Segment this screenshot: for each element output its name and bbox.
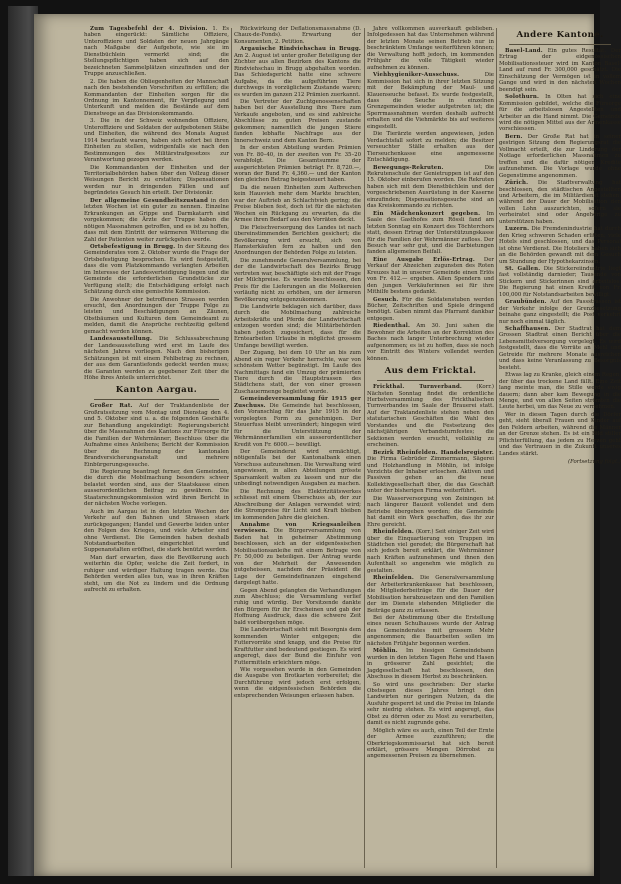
- newspaper-page: [34, 14, 621, 876]
- article-heading: Argauische Rindviehschau in Brugg.: [240, 46, 361, 53]
- section-title: Aus dem Fricktal.: [384, 366, 477, 377]
- article-text: Die Wasserversorgung von Zeiningen ist nach längerer Bauzeit vollendet und dem Betriebe übergeben worden; die Gemeinde hat damit ein Werk geschaffen, das ihr zur Ehre gereicht.: [367, 495, 494, 528]
- article-text: Die Rechnung des Elektrizitätswerkes schliesst mit einem Überschuss ab, der zur Abschreibung der Anlagen verwendet wird; die Strompreise für Licht und Kraft bleiben im kommenden Jahre die gleichen.: [234, 488, 361, 521]
- article-heading: Der allgemeine Gesundheitszustand: [90, 197, 209, 204]
- article-paragraph: [367, 682, 494, 727]
- article-paragraph: [234, 185, 361, 224]
- section-rule: [94, 399, 219, 400]
- article-text: Am 2. August ist unter großer Beteiligung der Züchter aus allen Bezirken des Kantons die Rindviehschau in Brugg abgehalten worden. Das Schiedsgericht hatte eine schwere Aufgabe, da die aufgeführten Tiere durchwegs in vorzüglichem Zustande waren; es wurden im ganzen 212 Prämien zuerkannt.: [234, 52, 361, 98]
- article-text: Die Anwohner der betroffenen Strassen werden ersucht, den Anordnungen der Truppe Folge zu leisten und Beschädigungen an Zäunen, Obstbäumen und Kulturen dem Gemeindeamt zu melden, damit die Ansprüche rechtzeitig geltend gemacht werden können.: [84, 296, 229, 335]
- article-paragraph: [234, 522, 361, 587]
- article-paragraph: [84, 469, 229, 508]
- article-paragraph: [84, 244, 229, 296]
- article-text: Im hiesigen Gemeindebann wurden in den letzten Tagen Rehe und Hasen in grösserer Zahl gesichtet; die Jagdgesellschaft hat beschlossen, den Abschuss in diesem Herbst zu beschränken.: [367, 648, 494, 681]
- article-paragraph: [84, 165, 229, 197]
- article-heading: Annahme von Kriegsanleihen verwiesen.: [234, 521, 361, 535]
- article-heading: Luzern.: [505, 226, 530, 233]
- article-text: Auf der Traktandenliste der Großratssitzung vom Montag und Dienstag den 4. und 5. Oktober sind u. a. die folgenden Geschäfte zur Behandlung angekündigt: Regierungsbericht über die Massnahmen des Kantons zur Fürsorge für die Familien der Wehrmänner; Beschluss über die Aufnahme eines Anleihens; Bericht der Kommission über die Rechnung der kantonalen Brandversicherungsanstalt und mehrere Einbürgerungsgesuche.: [84, 403, 229, 468]
- article-heading: St. Gallen.: [505, 265, 541, 272]
- article-text: Die Landwirte beklagen sich darüber, dass durch die Mobilmachung zahlreiche Arbeitskräfte und Pferde der Landwirtschaft entzogen worden sind; die Militärbehörden haben jedoch zugesichert, dass für die Erntearbeiten Urlaube in möglichst grossem Umfange bewilligt werden.: [234, 304, 361, 349]
- article-paragraph: [234, 627, 361, 666]
- article-paragraph: [84, 198, 229, 243]
- article-paragraph: [84, 555, 229, 594]
- article-paragraph: [234, 26, 361, 45]
- article-text: Auch im Aargau ist in den letzten Wochen der Verkehr auf den Bahnen und Strassen stark zurückgegangen; Handel und Gewerbe leiden unter den Folgen des Krieges, und viele Arbeiter sind ohne Verdienst. Die Gemeinden haben deshalb Notstandsarbeiten eingerichtet und Suppenanstalten eröffnet, die stark benützt werden.: [84, 508, 229, 554]
- article-text: in den letzten Wochen ist ein guter zu nennen. Einzelne Erkrankungen an Grippe und Darmkatarrh sind vorgekommen; die Ärzte der Truppe haben die nötigen Massnahmen getroffen, und es ist zu hoffen, dass mit dem Eintritt der wärmeren Witterung die Zahl der Patienten weiter zurückgehen werde.: [84, 197, 229, 243]
- article-heading: Gemeindeversammlung für 1915 ger Zuschuss.: [234, 396, 361, 409]
- article-paragraph: [367, 728, 494, 760]
- article-paragraph: [367, 384, 494, 449]
- article-heading: Zürich.: [505, 180, 529, 187]
- article-paragraph: [499, 326, 621, 371]
- article-paragraph: [499, 266, 621, 298]
- article-text: So wird uns geschrieben: Der starke Obstsegen dieses Jahres bringt den Landwirten nur geringen Nutzen, da die Ausfuhr gesperrt ist und die Preise im Inlande sehr niedrig stehen. Es wird angeregt, das Obst zu dörren oder zu Most zu verarbeiten, damit es nicht zugrunde gehe.: [367, 681, 494, 727]
- article-paragraph: [367, 297, 494, 323]
- article-text: Die Gemeinde hat beschlossen, den Voranschlag für das Jahr 1915 in der vorgelegten Form zu genehmigen. Der Steuerfuss bleibt unverändert; hingegen wird für die Unterstützung der Wehrmännerfamilien ein ausserordentlicher Kredit von Fr. 6000.— bewilligt.: [234, 402, 361, 448]
- article-text: 2. Die haben die Obliegenheiten der Mannschaft nach den bestehenden Vorschriften zu erfüllen; die Kommandanten der Einheiten sorgen für die Ordnung im Kantonnement, für Verpflegung und Unterkunft und melden die Bestände auf dem Dienstwege an das Divisionskommando.: [84, 78, 229, 117]
- article-text: Die Generalversammlung der Arbeiterkrankenkasse hat beschlossen, die Mitgliederbeiträge für die Dauer der Mobilisation herabzusetzen und den Familien der im Dienste stehenden Mitglieder die Beiträge ganz zu erlassen.: [367, 575, 494, 614]
- article-heading: Ortsbefestigung in Brugg.: [90, 243, 176, 250]
- article-heading: Schaffhausen.: [505, 326, 551, 333]
- article-text: Die Landwirtschaft sieht mit Besorgnis dem kommenden Winter entgegen; die Futtervorräte sind knapp, und die Preise für Kraftfutter sind bedeutend gestiegen. Es wird angeregt, dass der Bund die Einfuhr von Futtermitteln erleichtern möge.: [234, 627, 361, 666]
- article-paragraph: [499, 412, 621, 457]
- article-heading: Ein Mädchenkonzert gegeben.: [373, 210, 481, 217]
- article-text: (Korr.) Nächsten Sonntag findet die ordentliche Herbstversammlung des Frickthalischen Turnverbandes im Saale der Brauerei statt. Auf der Traktandenliste stehen neben den statutarischen Geschäften die Wahl des Vorstandes und die Festsetzung des nächstjährigen Verbandsturnfestes; die Sektionen werden ersucht, vollzählig zu erscheinen.: [367, 384, 494, 449]
- article-heading: Graubünden.: [505, 299, 547, 306]
- article-heading: Gesuch.: [373, 296, 399, 303]
- article-heading: Frickthal. Turnverband.: [373, 384, 463, 391]
- article-heading: Viehhygieniker-Ausschuss.: [373, 72, 460, 79]
- article-heading: Eine Ausgabe Erlös-Ertrag.: [373, 256, 475, 263]
- article-text: Die Stadtverwaltung hat beschlossen, den städtischen Angestellten und Arbeitern, die im Militärdienst stehen, während der Dauer der Mobilisation den vollen Lohn auszurichten, sofern sie verheiratet sind oder Angehörige zu unterstützen haben.: [499, 180, 621, 225]
- article-paragraph: [84, 297, 229, 336]
- article-paragraph: [367, 575, 494, 614]
- article-paragraph: [499, 48, 621, 93]
- text-column-2: [234, 26, 361, 872]
- article-text: Bei der Abstimmung über die Erstellung eines neuen Schulhauses wurde der Antrag des Gemeinderates mit grossem Mehr angenommen; die Bauarbeiten sollen im nächsten Frühjahr begonnen werden.: [367, 614, 494, 647]
- article-heading: Solothurn.: [505, 94, 540, 101]
- article-paragraph: [367, 72, 494, 130]
- article-paragraph: [499, 226, 621, 265]
- article-text: Die Regierung beantragt ferner, den Gemeinden, die durch die Mobilmachung besonders schwer belastet worden sind, aus der Staatskasse einen ausserordentlichen Beitrag zu gewähren. Die Staatsrechnungskommission wird ihren Bericht in der nächsten Woche vorlegen.: [84, 469, 229, 508]
- article-text: Rückwirkung der Deflationsmassnahme (D. Chaux-de-Fonds). Erwartung der Konsumenten, 2. Petition.: [234, 26, 361, 45]
- article-text: Die Vertreter der Zuchtgenossenschaften haben bei der Ausstellung ihre Tiere zum Verkaufe angeboten, und es sind zahlreiche Abschlüsse zu guten Preisen zustande gekommen; namentlich die jungen Stiere fanden lebhafte Nachfrage aus der Innerschweiz und dem Kanton Bern.: [234, 98, 361, 144]
- article-heading: Landesausstellung.: [90, 336, 153, 343]
- article-paragraph: [499, 180, 621, 225]
- text-column-4: [499, 26, 621, 872]
- article-text: Die Fleischversorgung des Landes ist nach übereinstimmenden Berichten gesichert; die Bevölkerung wird ersucht, sich von Hamsterkäufen fern zu halten und den Anordnungen der Behörden Folge zu leisten.: [234, 224, 361, 257]
- article-heading: Zum Tagesbefehl der 4. Division.: [90, 26, 208, 32]
- article-text: Auf den Passstrassen ist der Verkehr infolge der Grenzbesetzung beinahe ganz eingestellt; die Post verkehrt nur noch einmal täglich.: [499, 299, 621, 325]
- text-column-3: [367, 26, 494, 872]
- article-heading: Rheinfelden.: [373, 529, 414, 536]
- article-text: Ein gutes Resultat. Der Ertrag der eidgenössischen Mobilisationssteuer wird im Kanton Basel-Land auf rund Fr. 300,000 geschätzt. Die Einschätzung der Vermögen ist in vollem Gange und wird in den nächsten Wochen beendigt sein.: [499, 48, 621, 93]
- article-text: Der Gemeinderat wird ermächtigt, nötigenfalls bei der Kantonalbank einen Vorschuss aufzunehmen. Die Verwaltung wird angewiesen, in allen Abteilungen grösste Sparsamkeit walten zu lassen und nur die unbedingt notwendigen Ausgaben zu machen.: [234, 449, 361, 488]
- article-paragraph: [234, 304, 361, 349]
- article-text: In Olten hat sich eine Kommission gebildet, welche die Fürsorge für die arbeitslosen Angestellten und Arbeiter an die Hand nimmt. Die Gemeinde wird die nötigen Mittel aus der Armenkasse vorschiessen.: [499, 94, 621, 133]
- continuation-note: (Fortsetzung folgt.): [567, 459, 621, 466]
- article-text: Der Verkauf der Abzeichen zugunsten des Roten Kreuzes hat in unserer Gemeinde einen Erlös von Fr. 412.— ergeben. Allen Spendern und den jungen Verkäuferinnen sei für ihre Mithilfe bestens gedankt.: [367, 256, 494, 296]
- article-text: Die Stickereiindustrie liegt fast vollständig darnieder; Tausende von Stickern und Stickerinnen sind arbeitslos. Die Regierung hat einen Kredit von Fr. 100,000 für Notstandsarbeiten bewilligt.: [499, 265, 621, 298]
- article-text: (Korr.) Seit einiger Zeit wird über die Einquartierung von Truppen im Städtchen viel geredet; die Bürgerschaft hat sich jedoch bereit erklärt, die Wehrmänner nach Kräften aufzunehmen und ihnen den Aufenthalt so angenehm wie möglich zu gestalten.: [367, 529, 494, 574]
- article-paragraph: [84, 336, 229, 381]
- column-divider: [364, 28, 365, 868]
- article-paragraph: [367, 648, 494, 680]
- article-paragraph: [499, 94, 621, 133]
- article-text: Der Zugang, bei dem 10 Uhr an bis zum Abend ein reger Verkehr herrschte, war von schönstem Wetter begünstigt. Im Laufe des Nachmittags fand ein Umzug der prämierten Tiere durch die Hauptstrassen des Städtchens statt, der von einer grossen Zuschauermenge begleitet wurde.: [234, 350, 361, 395]
- article-heading: Bewegungs-Rekruten.: [373, 164, 444, 171]
- section-rule: [509, 44, 611, 45]
- article-paragraph: [234, 145, 361, 184]
- article-heading: Großer Rat.: [90, 403, 133, 410]
- article-text: Die Tierärzte werden angewiesen, jeden Verdachtsfall sofort zu melden; die Besitzer verseuchter Ställe erhalten aus der Tierseuchenkasse eine angemessene Entschädigung.: [367, 131, 494, 164]
- article-text: Die Firma Gebrüder Zimmermann, Sägerei und Holzhandlung in Möhlin, ist infolge Verzichts der Inhaber erloschen. Aktiven und Passiven gehen an die neue Kollektivgesellschaft über, die das Geschäft unter der bisherigen Firma weiterführt.: [367, 456, 494, 495]
- article-paragraph: [84, 26, 229, 78]
- article-text: Gegen Abend gelangten die Verhandlungen zum Abschluss; die Versammlung verlief ruhig und würdig. Der Vorsitzende dankte den Bürgern für ihr Erscheinen und gab der Hoffnung Ausdruck, dass die schwere Zeit bald vorübergehen möge.: [234, 587, 361, 626]
- article-paragraph: [367, 323, 494, 362]
- article-paragraph: [234, 396, 361, 448]
- column-divider: [496, 28, 497, 868]
- article-paragraph: [234, 449, 361, 488]
- article-heading: Rheinfelden.: [373, 575, 414, 582]
- article-text: Die Fremdenindustrie hat durch den Krieg schweren Schaden erlitten; viele Hotels sind geschlossen, und das Personal ist ohne Verdienst. Die Hoteliers haben sich an die Behörden gewandt mit dem Gesuch um Stundung der Hypothekarzinsen.: [499, 226, 621, 265]
- article-text: In der Sitzung des Gemeinderates vom 2. Oktober wurde die Frage der Ortsbefestigung besprochen. Es wird festgestellt, dass die vom Platzkommando verlangten Arbeiten im Interesse der Landesverteidigung liegen und die Gemeinde die erforderlichen Grundstücke zur Verfügung stellt; die Entschädigung erfolgt nach Schätzung durch eine gemischte Kommission.: [84, 243, 230, 296]
- article-text: Die Schlussabrechnung der Landesausstellung wird erst im Laufe des nächsten Jahres vorliegen. Nach den bisherigen Schätzungen ist mit einem Fehlbetrag zu rechnen, der aus dem Garantiefonds gedeckt werden muss; die Garanten werden zu gegebener Zeit über die Höhe ihres Anteils unterrichtet.: [84, 336, 229, 382]
- article-paragraph: [367, 615, 494, 647]
- article-paragraph: [234, 46, 361, 98]
- section-title: Andere Kantone.: [516, 30, 604, 40]
- article-text: Für die Soldatenstuben werden Bücher, Zeitschriften und Spiele dringend benötigt. Gaben nimmt das Pfarramt dankbar entgegen.: [367, 296, 494, 322]
- article-text: Jahre vollkommen ausverkauft geblieben. Infolgedessen hat das Unternehmen während der letzten Monate seinen Betrieb nur in beschränktem Umfange weiterführen können; die Verwaltung hofft jedoch, im kommenden Frühjahr die volle Tätigkeit wieder aufnehmen zu können.: [367, 26, 494, 71]
- article-text: Am 30. Juni sahen die Bewohner die Arbeiten an der Korrektion des Baches nach langer Unterbrechung wieder aufgenommen; es ist zu hoffen, dass sie noch vor Eintritt des Winters vollendet werden können.: [367, 323, 494, 362]
- article-paragraph: [367, 131, 494, 163]
- section-title: Kanton Aargau.: [115, 385, 198, 396]
- article-text: Die Rekrutenschule der Genietruppen ist auf den 15. Oktober einberufen worden. Die Rekruten haben sich mit dem Dienstbüchlein und der vorgeschriebenen Ausrüstung in der Kaserne einzufinden; Dispensationsgesuche sind an das Kreiskommando zu richten.: [367, 164, 494, 210]
- column-divider: [231, 28, 232, 868]
- article-paragraph: [234, 225, 361, 257]
- article-text: 3. Die in der Schweiz wohnenden Offiziere, Unteroffiziere und Soldaten der aufgebotenen Stäbe und Einheiten, die während des Monats August 1914 beurlaubt waren, haben sich sofort bei ihren Einheiten zu stellen, widrigenfalls sie nach den Bestimmungen des Militärstrafgesetzes zur Verantwortung gezogen werden.: [84, 118, 229, 164]
- article-text: Im Saale des Gasthofes zum Rössli fand am letzten Sonntag ein Konzert des Töchterchors statt, dessen Ertrag der Unterstützungskasse für die Familien der Wehrmänner zufloss. Der Besuch war sehr gut, und die Darbietungen fanden allgemeinen Beifall.: [367, 210, 494, 256]
- article-paragraph: [234, 258, 361, 303]
- article-text: Man darf erwarten, dass die Bevölkerung auch weiterhin die Opfer, welche die Zeit fordert, in ruhiger und würdiger Haltung tragen werde. Die Behörden werden alles tun, was in ihren Kräften steht, um die Not zu lindern und die Ordnung aufrecht zu erhalten.: [84, 554, 229, 594]
- article-text: Die Kommission hat sich in ihrer letzten Sitzung mit der Bekämpfung der Maul- und Klauenseuche befasst. Es wurde festgestellt, dass die Seuche in einzelnen Grenzgemeinden wieder aufgetreten ist; die Sperrmassnahmen werden deshalb aufrecht erhalten und die Viehmärkte bis auf weiteres eingestellt.: [367, 72, 494, 130]
- article-text: Wie vorgesehen wurde in den Gemeinden die Ausgabe von Brotkarten vorbereitet; die Durchführung wird jedoch erst erfolgen, wenn die eidgenössischen Behörden die entsprechenden Weisungen erlassen haben.: [234, 666, 361, 699]
- article-paragraph: [234, 667, 361, 699]
- article-text: Die zunehmende Generalversammlung, bei der die Landwirtschaft des Bezirks Brugg vertreten war, beschäftigte sich mit der Frage der Milchpreise. Es wurde beschlossen, den Preis für die Lieferungen an die Molkereien vorläufig nicht zu erhöhen, um der ärmeren Bevölkerung entgegenzukommen.: [234, 257, 361, 303]
- article-paragraph: [84, 509, 229, 554]
- article-heading: Möhlin.: [373, 648, 398, 655]
- article-text: Wer in diesen Tagen durch die Dörfer geht, sieht überall Frauen und Kinder auf den Feldern arbeiten, während die Männer an der Grenze stehen. Es ist ein Bild stiller Pflichterfüllung, das jedem zu Herzen geht und das Vertrauen in die Zukunft unseres Landes stärkt.: [499, 411, 621, 457]
- article-paragraph: [234, 350, 361, 395]
- article-paragraph: [367, 165, 494, 210]
- section-rule: [377, 380, 484, 381]
- article-text: In der ersten Abteilung wurden Prämien von Fr. 80–40, in der zweiten von Fr. 35–20 verabfolgt. Die Gesamtsumme der ausgerichteten Prämien beträgt Fr. 8,720.—, woran der Bund Fr. 4,360.— und der Kanton den gleichen Betrag beigesteuert haben.: [234, 145, 361, 184]
- article-paragraph: [367, 529, 494, 574]
- article-paragraph: [367, 211, 494, 256]
- article-paragraph: [234, 588, 361, 627]
- article-paragraph: [499, 134, 621, 179]
- article-paragraph: [367, 496, 494, 528]
- article-text: Die Kommandanten der Einheiten und der Territorialbehörden haben über den Vollzug dieser Weisungen Bericht zu erstatten; Dispensationen werden nur in dringenden Fällen und auf begründetes Gesuch hin erteilt. Der Divisionär.: [84, 164, 229, 197]
- article-text: Möglich wäre es auch, einen Teil der Ernte der Armee zuzuführen; die Oberkriegskommissariat hat sich bereit erklärt, grössere Mengen Dörrobst zu angemessenen Preisen zu übernehmen.: [367, 727, 494, 760]
- article-paragraph: [84, 118, 229, 163]
- article-paragraph: [499, 372, 621, 411]
- text-column-1: [84, 26, 229, 872]
- article-heading: Bern.: [505, 133, 523, 140]
- article-heading: Basel-Land.: [505, 48, 543, 54]
- article-paragraph: [367, 450, 494, 495]
- article-paragraph: [367, 257, 494, 296]
- article-heading: Riedenthal.: [373, 323, 411, 330]
- article-text: Etwas lag zu Kranke, gleich einem Regen, der über das trockene Land fällt. Eine Zeit lang meinte man, die Stille werde ewig dauern; dann aber kam Bewegung in die Menge, und von allen Seiten strömten die Leute herbei, um das Neue zu vernehmen.: [499, 372, 621, 411]
- article-paragraph: [84, 79, 229, 118]
- article-heading: Bezirk Rheinfelden. Handelsregister.: [373, 449, 494, 456]
- article-text: Die Bürgerversammlung von Baden hat in geheimer Abstimmung beschlossen, sich an der eidgenössischen Mobilisationsanleihe mit einem Betrage von Fr. 50,000 zu beteiligen. Der Antrag wurde von der Mehrheit der Anwesenden gutgeheissen, nachdem der Präsident die Lage der Gemeindefinanzen eingehend dargelegt hatte.: [234, 528, 361, 587]
- article-paragraph: [367, 26, 494, 71]
- article-text: Da die neuen Einheiten zum Aufbrechen kein Hausvieh mehr dem Markte brachten, war der Auftrieb an Schlachtvieh gering; die Preise blieben fest, doch ist für die nächsten Wochen ein Rückgang zu erwarten, da die Armee ihren Bedarf aus den Vorräten deckt.: [234, 184, 361, 224]
- article-text: Der Stadtrat hat dem Grossen Stadtrat einen Bericht über die Lebensmittelversorgung vorgelegt. Es wird festgestellt, dass die Vorräte an Mehl und Getreide für mehrere Monate ausreichen und dass keine Veranlassung zu Besorgnis besteht.: [499, 326, 621, 371]
- article-text: 1. Es haben eingerückt: Sämtliche Offiziere, Unteroffiziere und Soldaten der neuen Jahrgänge nach Maßgabe der Aufgebote, wie sie im Dienstbüchlein vermerkt sind; die Stellungspflichtigen haben sich auf den bezeichneten Sammelplätzen einzufinden und der Truppe anzuschließen.: [84, 26, 229, 78]
- article-paragraph: [84, 403, 229, 468]
- article-paragraph: [234, 99, 361, 144]
- article-paragraph: [234, 489, 361, 521]
- article-text: Der Große Rat hat in seiner gestrigen Sitzung dem Regierungsrat die Vollmacht erteilt, die zur Linderung der Notlage erforderlichen Massnahmen zu treffen und die dafür nötigen Kredite aufzunehmen. Die Vorlage wurde ohne Gegenstimme angenommen.: [499, 133, 621, 179]
- article-paragraph: [499, 299, 621, 325]
